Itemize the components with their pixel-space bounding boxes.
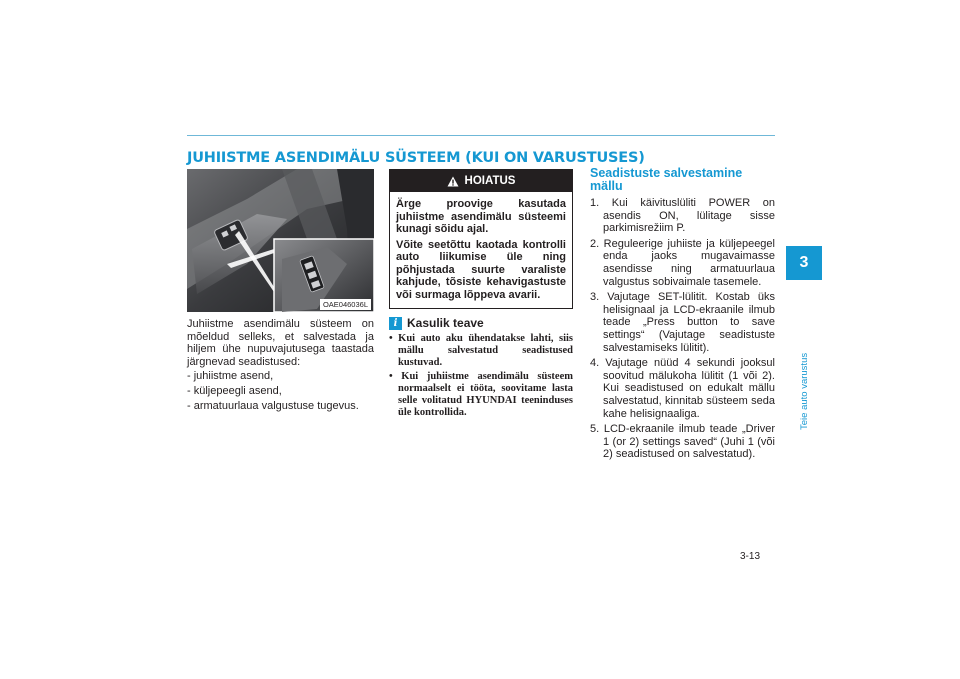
note-item: • Kui juhiistme asendimälu süsteem normaalselt ei tööta, soovitame lasta selle volitatud HYUNDAI teeninduses üle kontrollida. xyxy=(389,371,573,418)
section-title: JUHIISTME ASENDIMÄLU SÜSTEEM (KUI ON VARUSTUSES) xyxy=(187,150,645,166)
intro-text xyxy=(187,318,374,414)
figure-code: OAE046036L xyxy=(320,299,371,310)
intro-item: - küljepeegli asend, xyxy=(187,384,282,397)
save-step: 4. Vajutage nüüd 4 sekundi jooksul soovitud mälukoha lülitit (1 või 2). Kui seadistused on edukalt mällu salvestatud, kinnitab süsteem seda kahe helisignaaliga. xyxy=(590,357,775,420)
save-steps-list xyxy=(590,197,775,464)
note-title: Kasulik teave xyxy=(407,316,484,330)
info-icon: i xyxy=(389,317,402,330)
note-heading xyxy=(389,316,484,330)
chapter-title: Teie auto varustus xyxy=(798,352,810,430)
save-step: 1. Kui käivituslüliti POWER on asendis ON, lülitage sisse parkimisrežiim P. xyxy=(590,197,775,235)
warning-box xyxy=(389,169,573,309)
warning-paragraph: Võite seetõttu kaotada kontrolli auto liikumise üle ning põhjustada suurte varaliste kahjude, tõsiste kehavigastuste või surmaga lõppeva avarii. xyxy=(396,238,566,301)
save-step: 3. Vajutage SET-lülitit. Kostab üks helisignaal ja LCD-ekraanile ilmub teade „Press button to save settings“ (Vajutage seadistuste salvestamiseks lülitit). xyxy=(590,291,775,354)
chapter-side-label xyxy=(786,280,822,430)
page-number: 3-13 xyxy=(740,551,761,562)
door-panel-figure xyxy=(187,169,374,312)
warning-triangle-icon xyxy=(447,176,459,187)
warning-title: HOIATUS xyxy=(464,175,516,187)
warning-paragraph: Ärge proovige kasutada juhiistme asendimälu süsteemi kunagi sõidu ajal. xyxy=(396,198,566,235)
save-section-title: Seadistuste salvestamine mällu xyxy=(590,166,743,193)
warning-header xyxy=(390,170,572,192)
door-panel-illustration xyxy=(187,169,374,312)
intro-item: - armatuurlaua valgustuse tugevus. xyxy=(187,399,359,412)
intro-item: - juhiistme asend, xyxy=(187,370,274,383)
chapter-number-tab: 3 xyxy=(786,246,822,280)
top-rule xyxy=(187,135,775,136)
intro-paragraph: Juhiistme asendimälu süsteem on mõeldud selleks, et salvestada ja hiljem ühe nupuvajutusega taastada järgnevad seadistused: xyxy=(187,318,374,368)
warning-body xyxy=(390,192,572,301)
save-step: 2. Reguleerige juhiiste ja küljepeegel enda jaoks mugavaimasse asendisse ning armatuurlaua valgustus sobivaimale tasemele. xyxy=(590,237,775,288)
note-item: • Kui auto aku ühendatakse lahti, siis mällu salvestatud seadistused kustuvad. xyxy=(389,333,573,368)
note-list xyxy=(389,333,573,421)
save-step: 5. LCD-ekraanile ilmub teade „Driver 1 (or 2) settings saved“ (Juhi 1 (või 2) seadistused on salvestatud). xyxy=(590,423,775,461)
